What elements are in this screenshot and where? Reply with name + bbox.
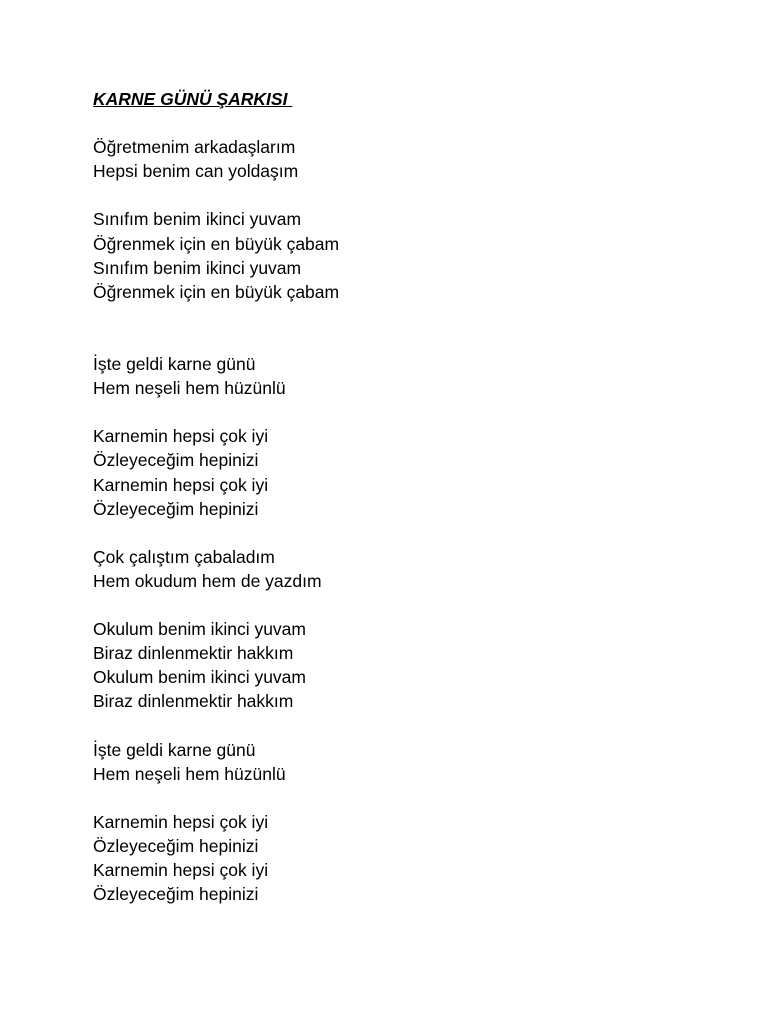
- stanza-line: Okulum benim ikinci yuvam: [93, 619, 306, 640]
- stanza-line: Biraz dinlenmektir hakkım: [93, 691, 294, 712]
- stanza-5: [93, 521, 693, 593]
- stanza-line: Sınıfım benim ikinci yuvam: [93, 209, 302, 230]
- stanza-line: Hem neşeli hem hüzünlü: [93, 378, 286, 399]
- stanza-line: Öğrenmek için en büyük çabam: [93, 233, 340, 254]
- stanza-line: Özleyeceğim hepinizi: [93, 450, 259, 471]
- stanza-line: Karnemin hepsi çok iyi: [93, 426, 269, 447]
- stanza-line: Biraz dinlenmektir hakkım: [93, 643, 294, 664]
- stanza-line: Özleyeceğim hepinizi: [93, 835, 259, 856]
- stanza-line: Çok çalıştım çabaladım: [93, 546, 275, 567]
- stanza-line: Sınıfım benim ikinci yuvam: [93, 257, 302, 278]
- stanza-line: Hem neşeli hem hüzünlü: [93, 763, 286, 784]
- stanza-7: [93, 713, 693, 785]
- stanza-line: Hepsi benim can yoldaşım: [93, 161, 299, 182]
- stanza-8: [93, 786, 693, 906]
- stanza-line: Okulum benim ikinci yuvam: [93, 667, 306, 688]
- stanza-1: [93, 111, 693, 183]
- stanza-line: Karnemin hepsi çok iyi: [93, 811, 269, 832]
- song-title: KARNE GÜNÜ ŞARKISI: [93, 89, 293, 109]
- song-text: [93, 87, 693, 906]
- stanza-line: İşte geldi karne günü: [93, 739, 256, 760]
- stanza-line: Karnemin hepsi çok iyi: [93, 474, 269, 495]
- stanza-line: Hem okudum hem de yazdım: [93, 570, 322, 591]
- stanza-3: [93, 304, 693, 400]
- stanza-line: Özleyeceğim hepinizi: [93, 498, 259, 519]
- stanza-line: Özleyeceğim hepinizi: [93, 884, 259, 905]
- stanza-line: Karnemin hepsi çok iyi: [93, 860, 269, 880]
- stanza-line: İşte geldi karne günü: [93, 354, 256, 375]
- stanza-line: Öğretmenim arkadaşlarım: [93, 137, 296, 158]
- stanza-4: [93, 400, 693, 520]
- stanza-6: [93, 593, 693, 713]
- stanza-line: Öğrenmek için en büyük çabam: [93, 281, 340, 302]
- stanza-2: [93, 183, 693, 303]
